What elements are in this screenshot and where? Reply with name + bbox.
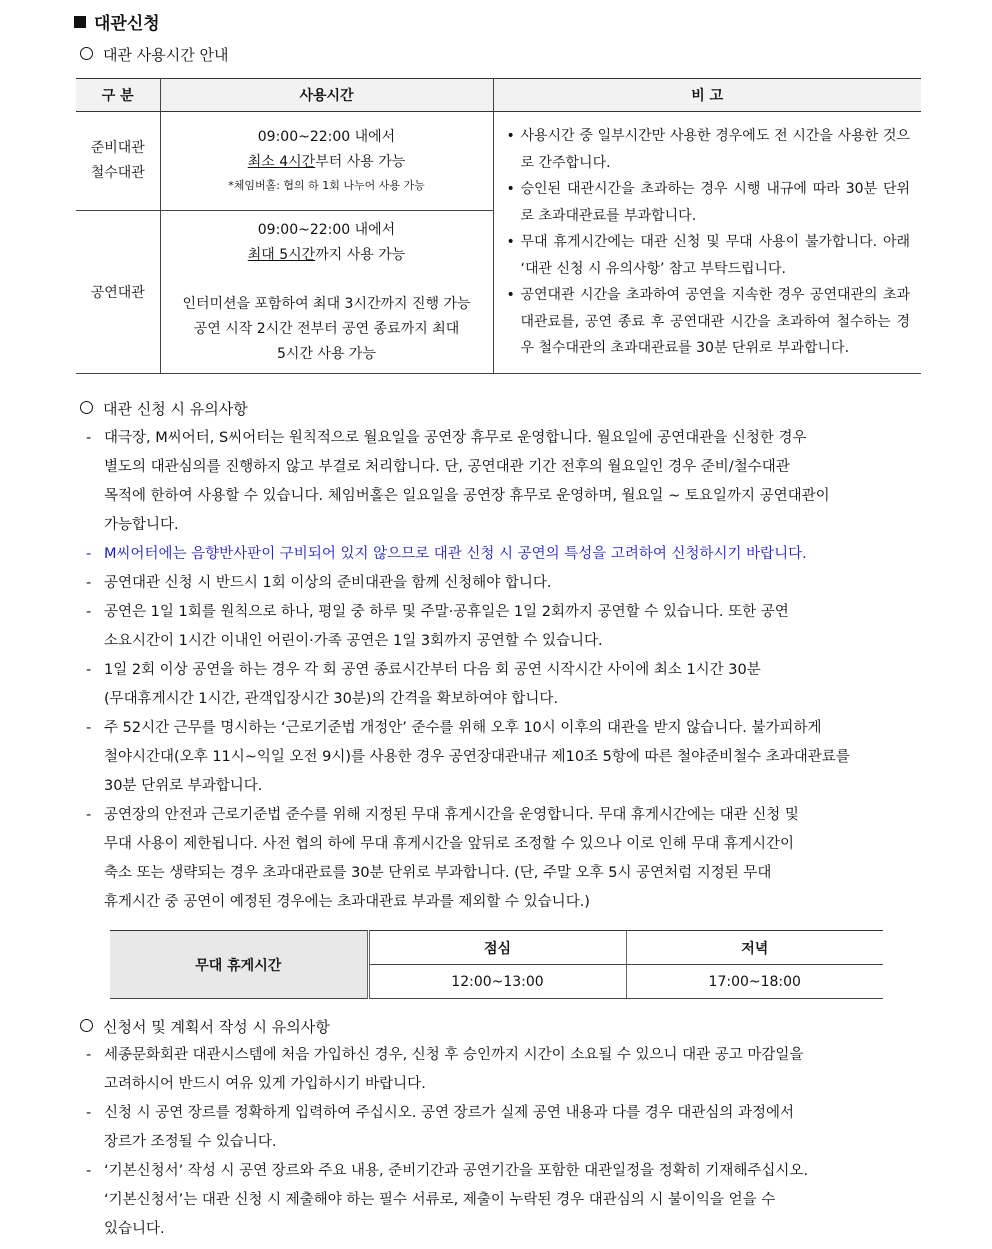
dash-bullet: - bbox=[86, 1105, 92, 1121]
list-item-line: 있습니다. bbox=[104, 1221, 165, 1237]
list-item: • 공연대관 시간을 초과하여 공연을 지속한 경우 공연대관의 초과대관료를, 공연 종료 후 공연대관 시간을 초과하여 철수하는 경우 철수대관의 초과대관료를 30분 단위로 부과합니다. bbox=[507, 282, 911, 362]
list-item-line: 대극장, M씨어터, S씨어터는 원칙적으로 월요일을 공연장 휴무로 운영합니다. 월요일에 공연대관을 신청한 경우 bbox=[104, 430, 807, 446]
list-item-line: 공연대관 신청 시 반드시 1회 이상의 준비대관을 함께 신청해야 합니다. bbox=[104, 575, 552, 591]
square-bullet-icon bbox=[74, 16, 86, 28]
dash-bullet: - bbox=[86, 1047, 92, 1063]
list-item-line: (무대휴게시간 1시간, 관객입장시간 30분)의 간격을 확보하여야 합니다. bbox=[104, 691, 559, 707]
list-item-line: 공연은 1일 1회를 원칙으로 하나, 평일 중 하루 및 주말·공휴일은 1일 2회까지 공연할 수 있습니다. 또한 공연 bbox=[104, 604, 789, 620]
circle-bullet-icon bbox=[80, 47, 93, 60]
list-item-line: 주 52시간 근무를 명시하는 ‘근로기준법 개정안’ 준수를 위해 오후 10시 이후의 대관을 받지 않습니다. 불가피하게 bbox=[104, 720, 822, 736]
list-item-line: M씨어터에는 음향반사판이 구비되어 있지 않으므로 대관 신청 시 공연의 특성을 고려하여 신청하시기 바랍니다. bbox=[104, 546, 807, 562]
section-title-form-notes: 신청서 및 계획서 작성 시 유의사항 bbox=[80, 1016, 330, 1037]
list-item-line: 축소 또는 생략되는 경우 초과대관료를 30분 단위로 부과합니다. (단, 주말 오후 5시 공연처럼 지정된 무대 bbox=[104, 865, 772, 881]
category-cell: 준비대관 철수대관 bbox=[76, 112, 160, 211]
dash-bullet: - bbox=[86, 807, 92, 823]
header-category: 구 분 bbox=[76, 79, 160, 112]
list-item-line: 공연장의 안전과 근로기준법 준수를 위해 지정된 무대 휴게시간을 운영합니다. 무대 휴게시간에는 대관 신청 및 bbox=[104, 807, 799, 823]
list-item bbox=[84, 569, 924, 598]
list-item: • 사용시간 중 일부시간만 사용한 경우에도 전 시간을 사용한 것으로 간주합니다. bbox=[507, 123, 911, 176]
usage-time-cell: 09:00~22:00 내에서 최소 4시간부터 사용 가능 *체임버홀: 협의 하 1회 나누어 사용 가능 bbox=[160, 112, 493, 211]
list-item-line: 휴게시간 중 공연이 예정된 경우에는 초과대관료 부과를 제외할 수 있습니다.) bbox=[104, 894, 590, 910]
list-item-line: 30분 단위로 부과합니다. bbox=[104, 778, 263, 794]
list-item bbox=[84, 714, 924, 801]
usage-time-cell: 09:00~22:00 내에서 최대 5시간까지 사용 가능 인터미션을 포함하여 최대 3시간까지 진행 가능 공연 시작 2시간 전부터 공연 종료까지 최대 5시간 사용 가능 bbox=[160, 211, 493, 374]
list-item bbox=[84, 424, 924, 540]
list-item-line: 세종문화회관 대관시스템에 처음 가입하신 경우, 신청 후 승인까지 시간이 소요될 수 있으니 대관 공고 마감일을 bbox=[104, 1047, 804, 1063]
list-item-line: ‘기본신청서’는 대관 신청 시 제출해야 하는 필수 서류로, 제출이 누락된 경우 대관심의 시 불이익을 얻을 수 bbox=[104, 1192, 776, 1208]
form-notes-list bbox=[84, 1041, 924, 1244]
list-item: • 무대 휴게시간에는 대관 신청 및 무대 사용이 불가합니다. 아래 ‘대관 신청 시 유의사항’ 참고 부탁드립니다. bbox=[507, 229, 911, 282]
dinner-time: 17:00~18:00 bbox=[626, 965, 883, 999]
lunch-header: 점심 bbox=[368, 931, 626, 965]
header-usage-time: 사용시간 bbox=[160, 79, 493, 112]
dash-bullet: - bbox=[86, 430, 92, 446]
dash-bullet: - bbox=[86, 1163, 92, 1179]
circle-bullet-icon bbox=[80, 1019, 93, 1032]
dash-bullet: - bbox=[86, 546, 92, 562]
list-item-line: ‘기본신청서’ 작성 시 공연 장르와 주요 내용, 준비기간과 공연기간을 포함한 대관일정을 정확히 기재해주십시오. bbox=[104, 1163, 809, 1179]
list-item-line: 소요시간이 1시간 이내인 어린이·가족 공연은 1일 3회까지 공연할 수 있습니다. bbox=[104, 633, 603, 649]
application-notes-list bbox=[84, 424, 924, 917]
circle-bullet-icon bbox=[80, 401, 93, 414]
dash-bullet: - bbox=[86, 662, 92, 678]
list-item-line: 장르가 조정될 수 있습니다. bbox=[104, 1134, 277, 1150]
remarks-list bbox=[495, 123, 921, 362]
list-item bbox=[84, 801, 924, 917]
list-item-line: 무대 사용이 제한됩니다. 사전 협의 하에 무대 휴게시간을 앞뒤로 조정할 수 있으나 이로 인해 무대 휴게시간이 bbox=[104, 836, 795, 852]
page-heading: 대관신청 bbox=[74, 9, 160, 34]
list-item-line: 철야시간대(오후 11시~익일 오전 9시)를 사용한 경우 공연장대관내규 제10조 5항에 따른 철야준비철수 초과대관료를 bbox=[104, 749, 850, 765]
section-title-usage-hours: 대관 사용시간 안내 bbox=[80, 44, 228, 65]
rest-time-table bbox=[110, 930, 883, 999]
list-item-line: 고려하시어 반드시 여유 있게 가입하시기 바랍니다. bbox=[104, 1076, 426, 1092]
list-item-line: 가능합니다. bbox=[104, 517, 179, 533]
dinner-header: 저녁 bbox=[626, 931, 883, 965]
lunch-time: 12:00~13:00 bbox=[368, 965, 626, 999]
list-item-line: 1일 2회 이상 공연을 하는 경우 각 회 공연 종료시간부터 다음 회 공연 시작시간 사이에 최소 1시간 30분 bbox=[104, 662, 761, 678]
list-item bbox=[84, 1099, 924, 1157]
list-item bbox=[84, 598, 924, 656]
table-header-row bbox=[76, 79, 921, 112]
list-item-line: 신청 시 공연 장르를 정확하게 입력하여 주십시오. 공연 장르가 실제 공연 내용과 다를 경우 대관심의 과정에서 bbox=[104, 1105, 795, 1121]
usage-hours-table bbox=[76, 78, 921, 374]
remarks-cell bbox=[493, 112, 921, 374]
header-remarks: 비 고 bbox=[493, 79, 921, 112]
dash-bullet: - bbox=[86, 575, 92, 591]
category-cell: 공연대관 bbox=[76, 211, 160, 374]
list-item-line: 목적에 한하여 사용할 수 있습니다. 체임버홀은 일요일을 공연장 휴무로 운영하며, 월요일 ~ 토요일까지 공연대관이 bbox=[104, 488, 830, 504]
list-item: • 승인된 대관시간을 초과하는 경우 시행 내규에 따라 30분 단위로 초과대관료를 부과합니다. bbox=[507, 176, 911, 229]
dash-bullet: - bbox=[86, 604, 92, 620]
table-row bbox=[110, 931, 883, 965]
rest-time-label: 무대 휴게시간 bbox=[110, 931, 368, 999]
list-item bbox=[84, 1041, 924, 1099]
list-item bbox=[84, 540, 924, 569]
list-item-line: 별도의 대관심의를 진행하지 않고 부결로 처리합니다. 단, 공연대관 기간 전후의 월요일인 경우 준비/철수대관 bbox=[104, 459, 790, 475]
list-item bbox=[84, 656, 924, 714]
section-title-application-notes: 대관 신청 시 유의사항 bbox=[80, 398, 248, 419]
table-row bbox=[76, 112, 921, 211]
list-item bbox=[84, 1157, 924, 1244]
dash-bullet: - bbox=[86, 720, 92, 736]
